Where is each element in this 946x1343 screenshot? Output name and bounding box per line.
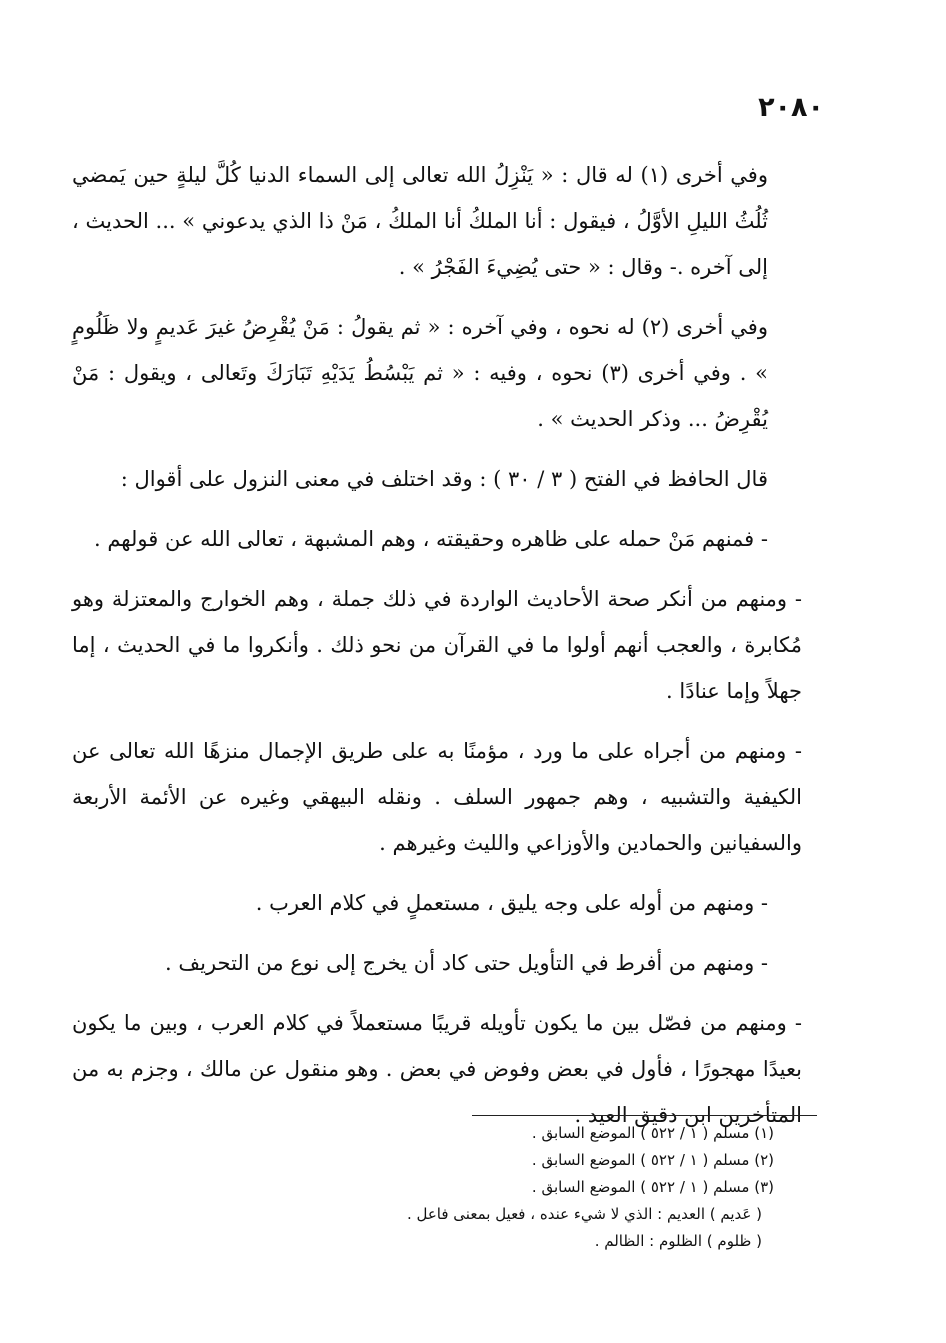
footnote-divider [472, 1115, 817, 1116]
paragraph-opinion-6: - ومنهم من فصّل بين ما يكون تأويله قريبًا مستعملاً في كلام العرب ، وبين ما يكون بعيدًا مهجورًا ، فأول في بعض وفوض في بعض . وهو منقول عن مالك ، وجزم به من المتأخرين ابن دقيق العيد . [72, 1011, 802, 1127]
footnote-gloss-adim: ( عَديم ) العديم : الذي لا شيء عنده ، فعيل بمعنى فاعل . [406, 1205, 762, 1223]
paragraph-opinion-4: - ومنهم من أوله على وجه يليق ، مستعملٍ في كلام العرب . [255, 891, 768, 915]
paragraph-hadith-2: وفي أخرى (٢) له نحوه ، وفي آخره : « ثم يقولُ : مَنْ يُقْرِضُ غيرَ عَديمٍ ولا ظَلُومٍ » . وفي أخرى (٣) نحوه ، وفيه : « ثم يَبْسُطُ يَدَيْهِ تَبَارَكَ وتَعالى ، ويقول : مَنْ يُقْرِضُ ... وذكر الحديث » . [72, 315, 768, 431]
main-text [72, 152, 802, 1152]
paragraph-opinion-5: - ومنهم من أفرط في التأويل حتى كاد أن يخرج إلى نوع من التحريف . [165, 951, 768, 975]
paragraph-opinion-2: - ومنهم من أنكر صحة الأحاديث الواردة في ذلك جملة ، وهم الخوارج والمعتزلة وهو مُكابرة ، والعجب أنهم أولوا ما في القرآن من نحو ذلك . وأنكروا ما في الحديث ، إما جهلاً وإما عنادًا . [72, 587, 802, 703]
paragraph-hadith-1: وفي أخرى (١) له قال : « يَنْزِلُ الله تعالى إلى السماء الدنيا كُلَّ ليلةٍ حين يَمضي ثُلُثُ الليلِ الأوَّلُ ، فيقول : أنا الملكُ أنا الملكُ ، مَنْ ذا الذي يدعوني » ... الحديث ، إلى آخره .- وقال : « حتى يُضِيءَ الفَجْرُ » . [72, 163, 768, 279]
footnote-1: (١) مسلم ( ١ / ٥٢٢ ) الموضع السابق . [531, 1124, 774, 1142]
footnote-gloss-zalum: ( ظلوم ) الظلوم : الظالم . [594, 1232, 762, 1250]
paragraph-opinion-3: - ومنهم من أجراه على ما ورد ، مؤمنًا به على طريق الإجمال منزهًا الله تعالى عن الكيفية والتشبيه ، وهم جمهور السلف . ونقله البيهقي وغيره عن الأئمة الأربعة والسفيانين والحمادين والأوزاعي والليث وغيرهم . [72, 739, 802, 855]
page-number: ٢٠٨٠ [758, 92, 824, 123]
paragraph-opinion-1: - فمنهم مَنْ حمله على ظاهره وحقيقته ، وهم المشبهة ، تعالى الله عن قولهم . [93, 527, 768, 551]
footnote-3: (٣) مسلم ( ١ / ٥٢٢ ) الموضع السابق . [531, 1178, 774, 1196]
footnotes [214, 1120, 774, 1255]
paragraph-fath-intro: قال الحافظ في الفتح ( ٣ / ٣٠ ) : وقد اختلف في معنى النزول على أقوال : [120, 467, 768, 491]
footnote-2: (٢) مسلم ( ١ / ٥٢٢ ) الموضع السابق . [531, 1151, 774, 1169]
